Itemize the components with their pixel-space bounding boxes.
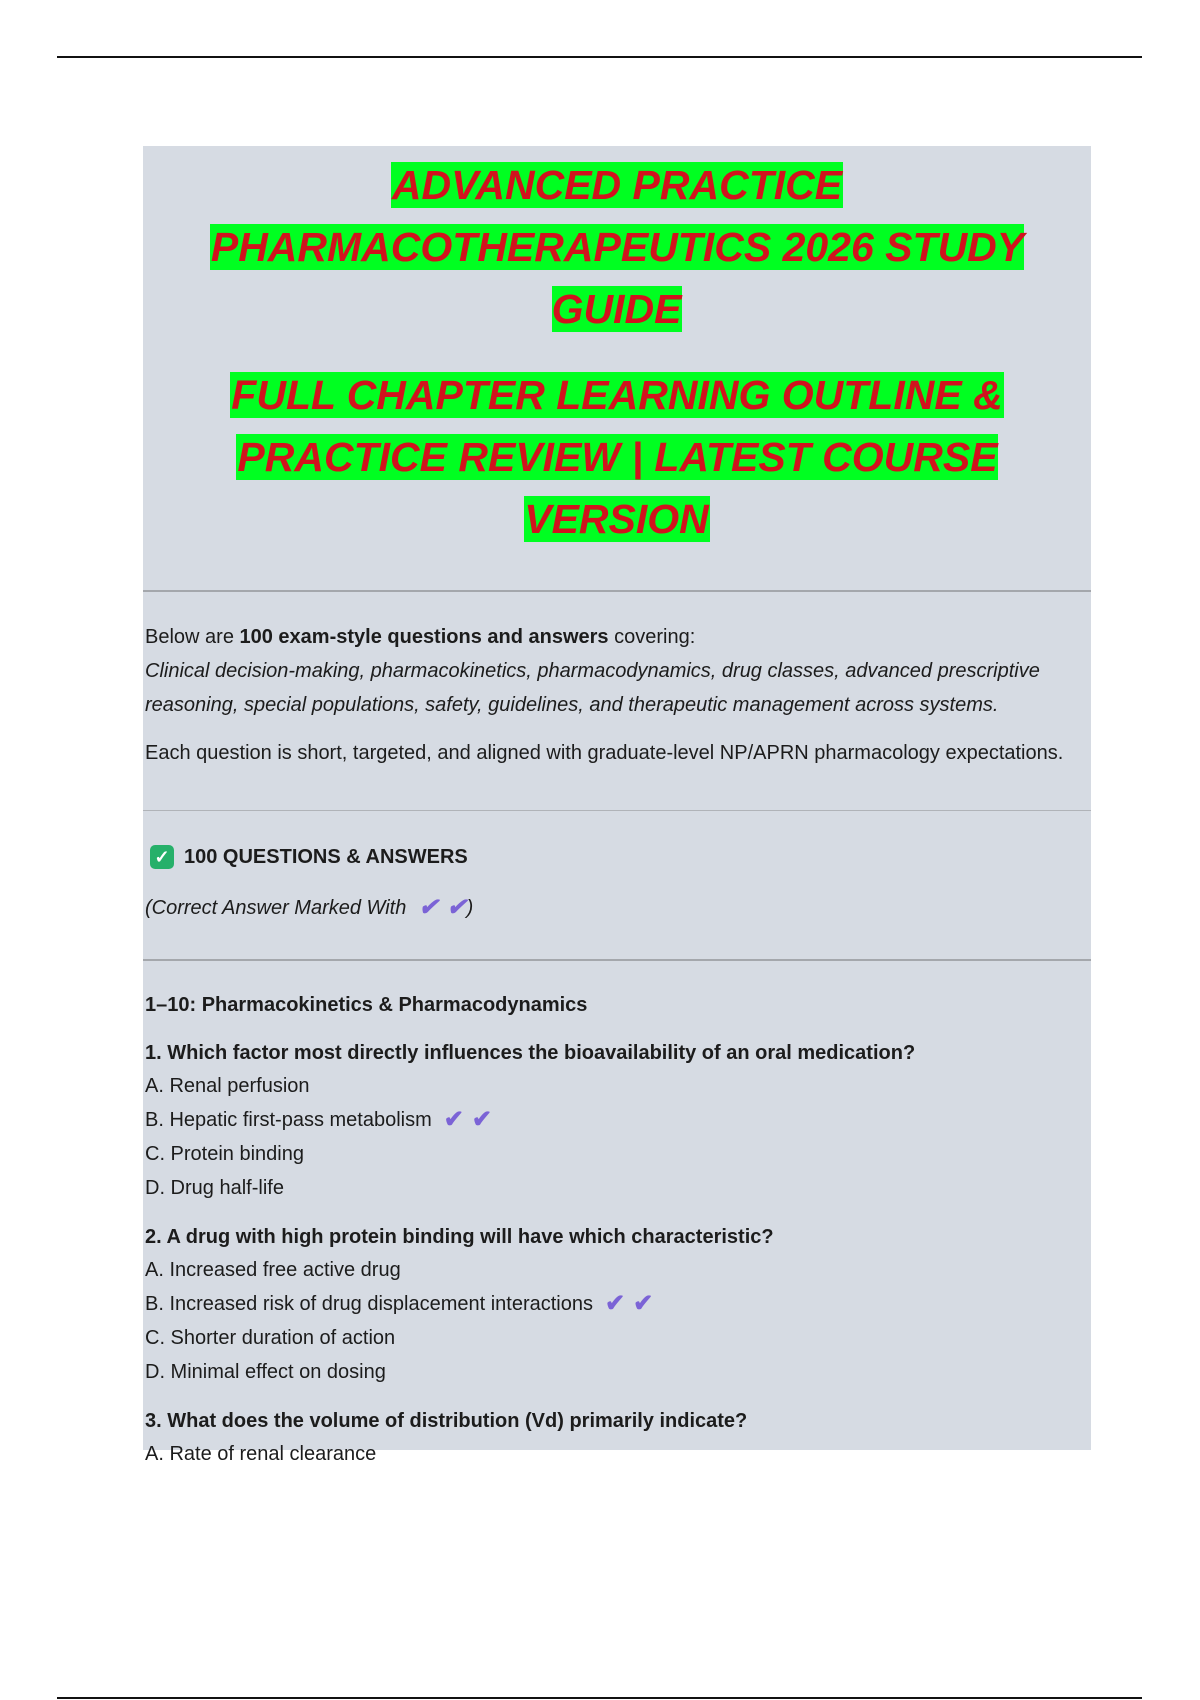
section-title: 1–10: Pharmacokinetics & Pharmacodynamics xyxy=(145,994,588,1016)
question-text: 2. A drug with high protein binding will have which characteristic? xyxy=(145,1226,774,1248)
answer-option xyxy=(145,1069,1091,1103)
question xyxy=(145,1037,1091,1205)
qa-note: (Correct Answer Marked With ✔ ✔ ) xyxy=(145,894,474,921)
answer-option-label: D. Drug half-life xyxy=(145,1177,284,1199)
intro xyxy=(143,592,1091,770)
page-top-rule xyxy=(57,56,1142,58)
answer-option-label: B. Hepatic first-pass metabolism xyxy=(145,1109,432,1131)
answer-option-label: C. Shorter duration of action xyxy=(145,1327,396,1349)
qa-header xyxy=(143,811,1091,923)
question xyxy=(145,1405,1091,1471)
intro-aim: Each question is short, targeted, and aligned with graduate-level NP/APRN pharmacology expectations. xyxy=(145,742,1064,764)
check-mark-icon: ✔ xyxy=(471,1106,492,1133)
correct-marker xyxy=(444,1108,492,1132)
title-line-4: PRACTICE REVIEW | LATEST COURSE VERSION xyxy=(237,434,998,542)
answer-option xyxy=(145,1253,1091,1287)
answer-option xyxy=(145,1171,1091,1205)
answer-option-label: A. Increased free active drug xyxy=(145,1259,401,1281)
page-bottom-rule xyxy=(57,1697,1142,1699)
question-list xyxy=(143,961,1091,1471)
answer-option-label: C. Protein binding xyxy=(145,1143,304,1165)
answer-option-label: A. Rate of renal clearance xyxy=(145,1443,377,1465)
intro-topics: Clinical decision-making, pharmacokinetics, pharmacodynamics, drug classes, advanced prescriptive reasoning, special populations, safety, guidelines, and therapeutic management across systems. xyxy=(145,660,1040,716)
check-mark-icon: ✔ xyxy=(443,1106,464,1133)
document-title xyxy=(143,146,1091,550)
answer-option-label: B. Increased risk of drug displacement interactions xyxy=(145,1293,593,1315)
qa-title: 100 QUESTIONS & ANSWERS xyxy=(184,845,468,868)
answer-option xyxy=(145,1437,1091,1471)
check-mark-icon: ✔ xyxy=(418,894,439,921)
check-mark-button-icon: ✓ xyxy=(150,845,174,869)
title-line-1: ADVANCED PRACTICE xyxy=(391,162,843,208)
document-panel xyxy=(143,146,1091,1465)
question-text: 1. Which factor most directly influences the bioavailability of an oral medication? xyxy=(145,1042,916,1064)
answer-option-label: D. Minimal effect on dosing xyxy=(145,1361,386,1383)
check-mark-icon: ✔ xyxy=(633,1290,654,1317)
answer-option xyxy=(145,1355,1091,1389)
answer-option-label: A. Renal perfusion xyxy=(145,1075,310,1097)
check-mark-icon: ✔ xyxy=(446,894,467,921)
intro-lead: Below are 100 exam-style questions and answers covering: xyxy=(145,626,696,648)
check-mark-icon: ✔ xyxy=(605,1290,626,1317)
answer-option xyxy=(145,1137,1091,1171)
title-line-3: FULL CHAPTER LEARNING OUTLINE & xyxy=(231,372,1003,418)
answer-option xyxy=(145,1321,1091,1355)
correct-marker xyxy=(605,1292,653,1316)
title-line-2: PHARMACOTHERAPEUTICS 2026 STUDY GUIDE xyxy=(210,224,1025,332)
correct-marker xyxy=(418,896,466,920)
answer-option xyxy=(145,1103,1091,1137)
answer-option xyxy=(145,1287,1091,1321)
question xyxy=(145,1221,1091,1389)
question-text: 3. What does the volume of distribution (Vd) primarily indicate? xyxy=(145,1410,748,1432)
